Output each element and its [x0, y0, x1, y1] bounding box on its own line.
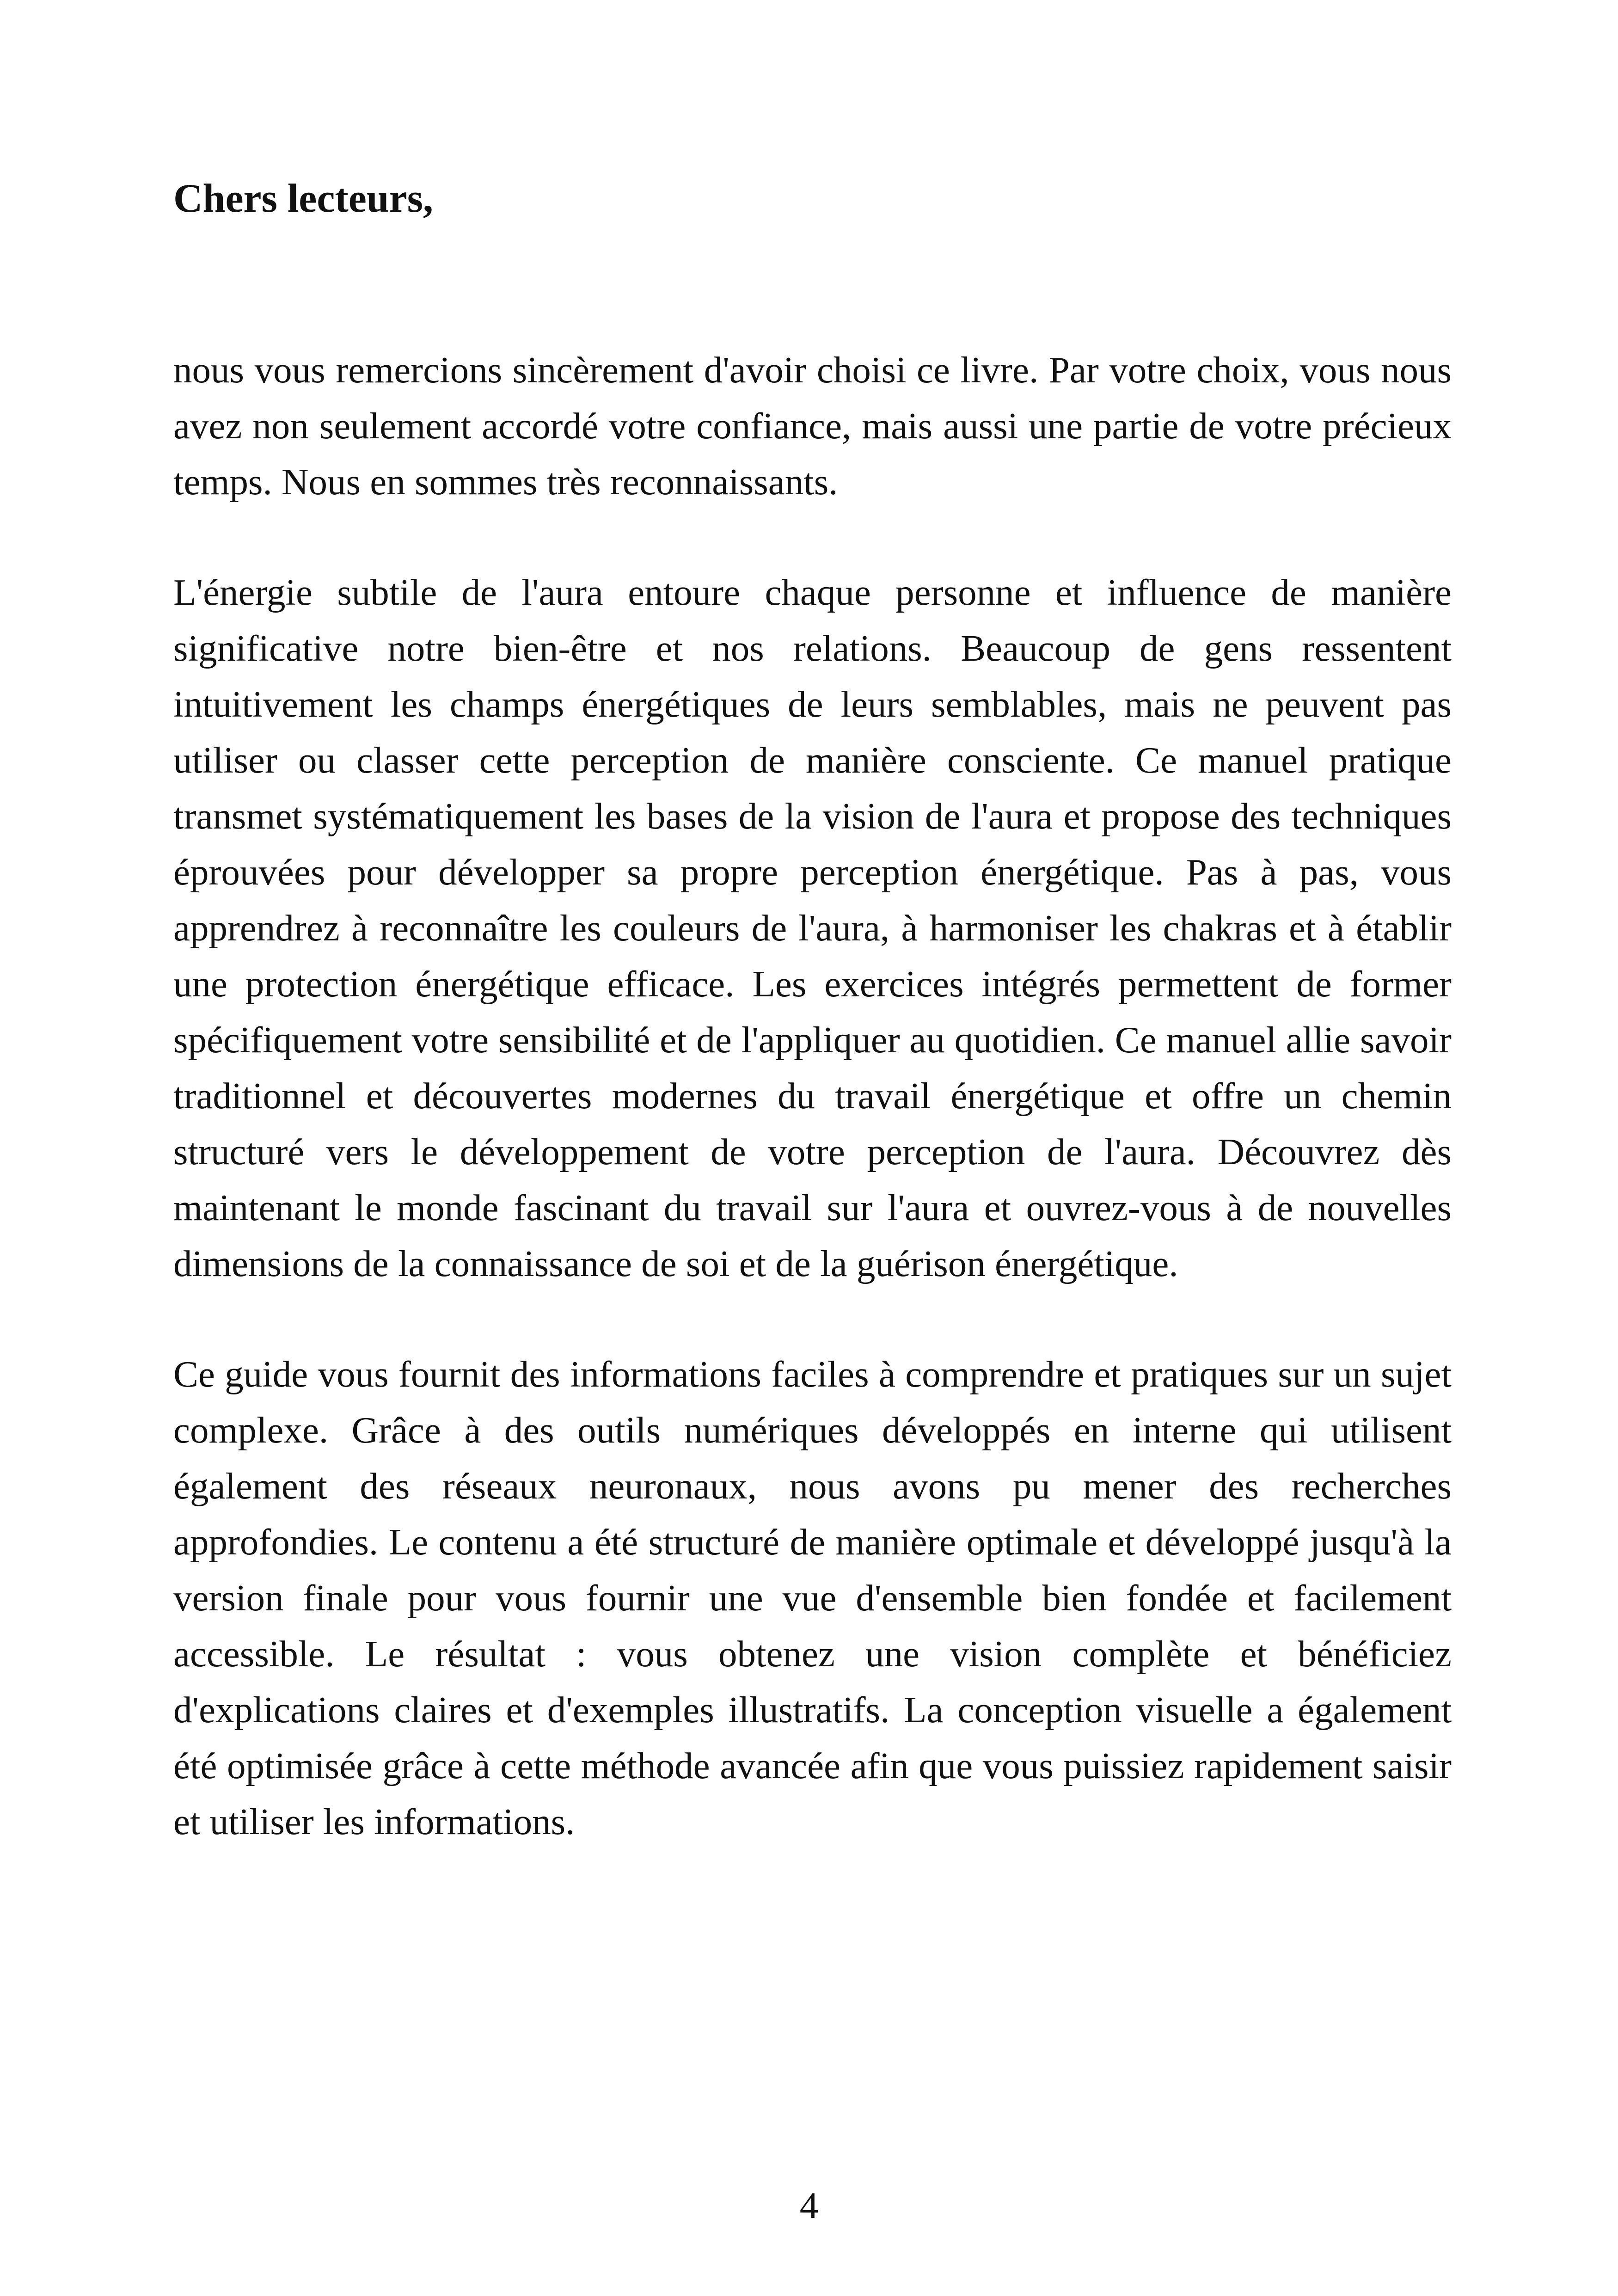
- page-content: [173, 171, 1452, 1850]
- paragraph-thanks: nous vous remercions sincèrement d'avoir choisi ce livre. Par votre choix, vous nous avez non seulement accordé votre confiance, mais aussi une partie de votre précieux temps. Nous en sommes très reconnaissants.: [173, 349, 1452, 503]
- paragraph-aura-intro: L'énergie subtile de l'aura entoure chaque personne et influence de manière significative notre bien-être et nos relations. Beaucoup de gens ressentent intuitivement les champs énergétiques de leurs semblables, mais ne peuvent pas utiliser ou classer cette perception de manière consciente. Ce manuel pratique transmet systématiquement les bases de la vision de l'aura et propose des techniques éprouvées pour développer sa propre perception énergétique. Pas à pas, vous apprendrez à reconnaître les couleurs de l'aura, à harmoniser les chakras et à établir une protection énergétique efficace. Les exercices intégrés permettent de former spécifiquement votre sensibilité et de l'appliquer au quotidien. Ce manuel allie savoir traditionnel et découvertes modernes du travail énergétique et offre un chemin structuré vers le développement de votre perception de l'aura. Découvrez dès maintenant le monde fascinant du travail sur l'aura et ouvrez-vous à de nouvelles dimensions de la connaissance de soi et de la guérison énergétique.: [173, 571, 1452, 1284]
- paragraph-guide-info: Ce guide vous fournit des informations faciles à comprendre et pratiques sur un sujet complexe. Grâce à des outils numériques développés en interne qui utilisent également des réseaux neuronaux, nous avons pu mener des recherches approfondies. Le contenu a été structuré de manière optimale et développé jusqu'à la version finale pour vous fournir une vue d'ensemble bien fondée et facilement accessible. Le résultat : vous obtenez une vision complète et bénéficiez d'explications claires et d'exemples illustratifs. La conception visuelle a également été optimisée grâce à cette méthode avancée afin que vous puissiez rapidement saisir et utiliser les informations.: [173, 1353, 1452, 1842]
- greeting-heading: Chers lecteurs,: [173, 176, 434, 221]
- page-number: 4: [799, 2185, 819, 2226]
